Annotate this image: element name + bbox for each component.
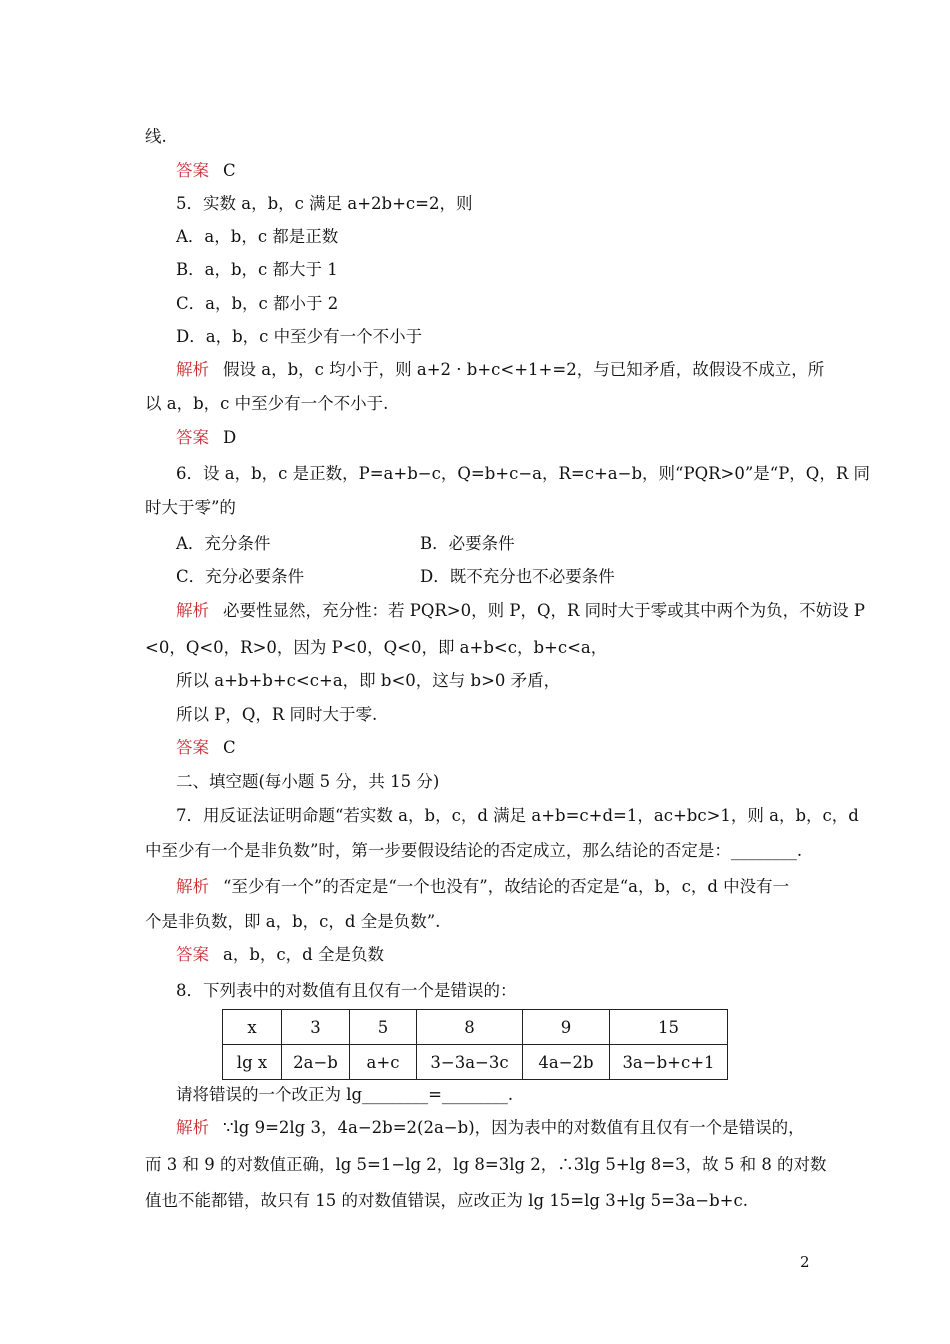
analysis-text: ∵lg 9=2lg 3，4a−2b=2(2a−b)，因为表中的对数值有且仅有一个是错误的， (223, 1118, 805, 1137)
table-cell: 3a−b+c+1 (610, 1045, 728, 1080)
option-b: B．必要条件 (420, 534, 515, 553)
analysis-line (176, 600, 865, 622)
answer-label: 答案 (176, 945, 209, 964)
answer-value: C (223, 738, 236, 757)
answer-value: a，b，c，d 全是负数 (223, 945, 384, 964)
text-line: <0，Q<0，R>0，因为 P<0，Q<0，即 a+b<c，b+c<a， (145, 638, 608, 657)
section-heading: 二、填空题(每小题 5 分，共 15 分) (176, 772, 440, 791)
table-cell: 3−3a−3c (417, 1045, 523, 1080)
analysis-line (176, 359, 824, 381)
text-line: 中至少有一个是非负数”时，第一步要假设结论的否定成立，那么结论的否定是：________. (145, 841, 803, 860)
question-7: 7．用反证法证明命题“若实数 a，b，c，d 满足 a+b=c+d=1，ac+bc>1，则 a，b，c，d (176, 806, 859, 825)
table-cell: 4a−2b (523, 1045, 610, 1080)
table-cell: 2a−b (282, 1045, 350, 1080)
analysis-line (176, 1117, 805, 1139)
option-d: D．a，b，c 中至少有一个不小于 (176, 327, 423, 346)
option-d: D．既不充分也不必要条件 (420, 567, 615, 586)
answer-line (176, 737, 236, 759)
text-line: 请将错误的一个改正为 lg________=________. (176, 1085, 514, 1104)
text-line: 值也不能都错，故只有 15 的对数值错误，应改正为 lg 15=lg 3+lg 5=3a−b+c. (145, 1191, 748, 1210)
option-b: B．a，b，c 都大于 1 (176, 260, 338, 279)
text-line: 以 a，b，c 中至少有一个不小于. (145, 394, 389, 413)
question-5: 5．实数 a，b，c 满足 a+2b+c=2，则 (176, 194, 473, 213)
table-cell: 3 (282, 1010, 350, 1045)
answer-line (176, 944, 384, 966)
text-line: 个是非负数，即 a，b，c，d 全是负数”. (145, 912, 441, 931)
answer-label: 答案 (176, 738, 209, 757)
text-line: 而 3 和 9 的对数值正确，lg 5=1−lg 2，lg 8=3lg 2，∴3lg 5+lg 8=3，故 5 和 8 的对数 (145, 1155, 827, 1174)
analysis-text: 假设 a，b，c 均小于，则 a+2 · b+c<+1+=2，与已知矛盾，故假设不成立，所 (223, 360, 825, 379)
table-cell: x (223, 1010, 282, 1045)
option-c: C．充分必要条件 (176, 567, 305, 586)
analysis-label: 解析 (176, 360, 209, 379)
analysis-label: 解析 (176, 1118, 209, 1137)
table-cell: a+c (350, 1045, 417, 1080)
text-line: 线. (145, 127, 167, 146)
answer-label: 答案 (176, 161, 209, 180)
table-row (223, 1045, 728, 1080)
answer-line (176, 160, 236, 182)
text-line: 所以 P，Q，R 同时大于零. (176, 705, 378, 724)
analysis-label: 解析 (176, 601, 209, 620)
analysis-label: 解析 (176, 877, 209, 896)
table-cell: 9 (523, 1010, 610, 1045)
option-a: A．充分条件 (176, 534, 271, 553)
table-cell: 15 (610, 1010, 728, 1045)
answer-value: C (223, 161, 236, 180)
text-line: 时大于零”的 (145, 498, 236, 517)
option-c: C．a，b，c 都小于 2 (176, 294, 339, 313)
table-cell: 5 (350, 1010, 417, 1045)
question-8: 8．下列表中的对数值有且仅有一个是错误的： (176, 981, 517, 1000)
option-a: A．a，b，c 都是正数 (176, 227, 339, 246)
table-cell: 8 (417, 1010, 523, 1045)
log-table (222, 1009, 728, 1080)
analysis-line (176, 876, 789, 898)
table-row (223, 1010, 728, 1045)
text-line: 所以 a+b+b+c<c+a，即 b<0，这与 b>0 矛盾， (176, 671, 561, 690)
answer-label: 答案 (176, 428, 209, 447)
table-cell: lg x (223, 1045, 282, 1080)
answer-line (176, 427, 236, 449)
analysis-text: 必要性显然，充分性：若 PQR>0，则 P，Q，R 同时大于零或其中两个为负，不妨设 P (223, 601, 866, 620)
answer-value: D (223, 428, 237, 447)
page-number: 2 (800, 1253, 810, 1271)
analysis-text: “至少有一个”的否定是“一个也没有”，故结论的否定是“a，b，c，d 中没有一 (223, 877, 790, 896)
question-6: 6．设 a，b，c 是正数，P=a+b−c，Q=b+c−a，R=c+a−b，则“PQR>0”是“P，Q，R 同 (176, 464, 871, 483)
